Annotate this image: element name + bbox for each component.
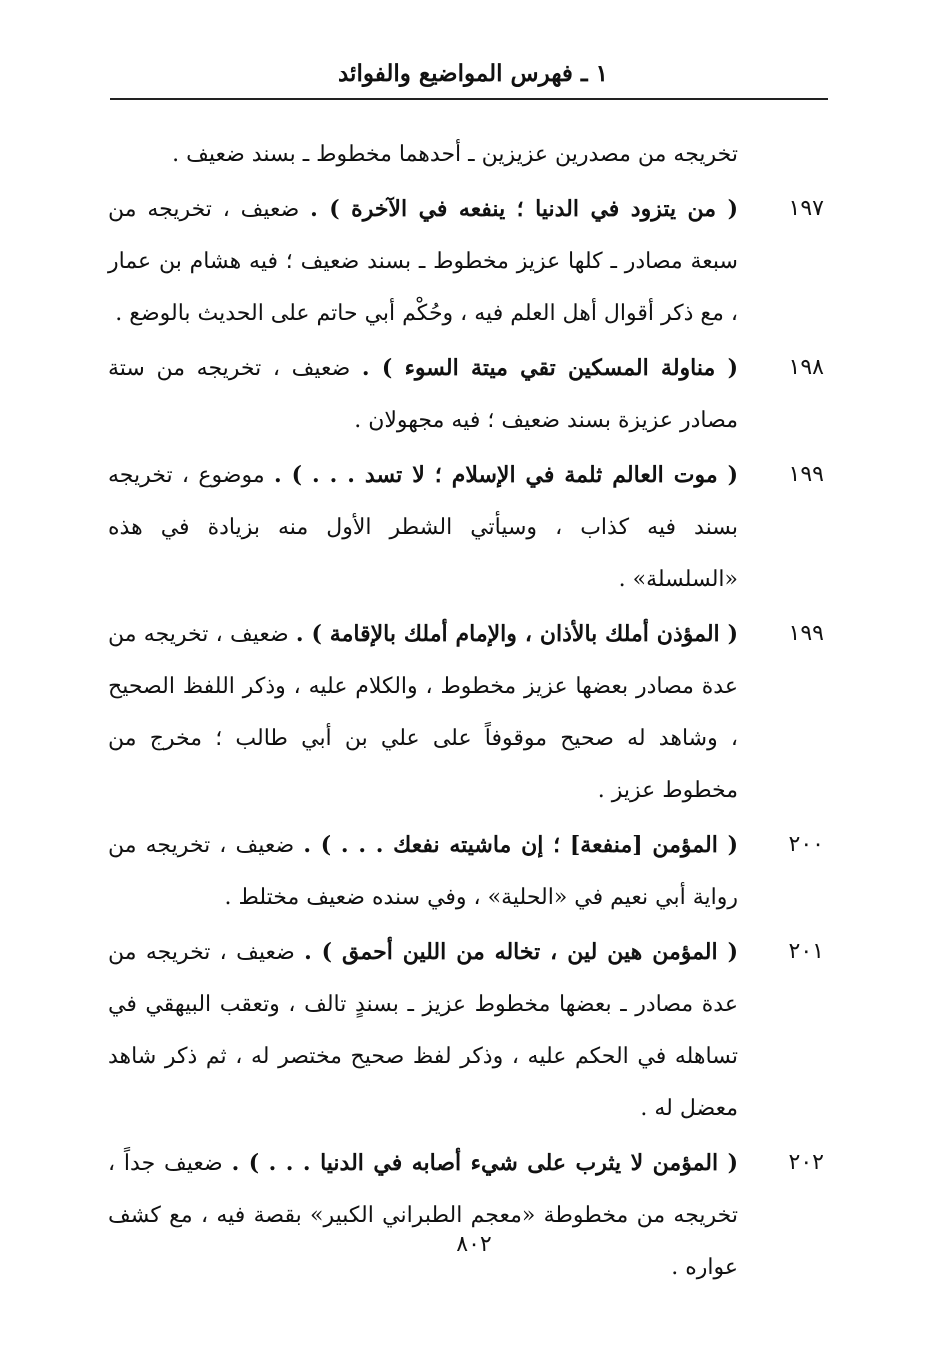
- entry-text-block: [108, 128, 738, 181]
- entry-description: ضعيف ، تخريجه من رواية أبي نعيم في «الحلية» ، وفي سنده ضعيف مختلط .: [108, 833, 738, 910]
- index-entries: [108, 128, 824, 1296]
- entry-description: ضعيف جداً ، تخريجه من مخطوطة «معجم الطبراني الكبير» بقصة فيه ، مع كشف عواره .: [108, 1151, 738, 1280]
- entry-number: ٢٠٢: [788, 1150, 824, 1175]
- page-number: ٨٠٢: [456, 1232, 492, 1257]
- index-entry: [108, 128, 824, 181]
- hadith-title: ( المؤمن لا يثرب على شيء أصابه في الدنيا . . . ) .: [231, 1150, 739, 1176]
- entry-number: ١٩٩: [788, 462, 824, 487]
- entry-number: ١٩٧: [788, 196, 824, 221]
- entry-description: موضوع ، تخريجه بسند فيه كذاب ، وسيأتي الشطر الأول منه بزيادة في هذه «السلسلة» .: [108, 463, 738, 592]
- entry-number: ١٩٨: [788, 355, 824, 380]
- page-header-title: ١ ـ فهرس المواضيع والفوائد: [337, 60, 609, 87]
- entry-text-block: [108, 183, 738, 340]
- hadith-title: ( المؤذن أملك بالأذان ، والإمام أملك بالإقامة ) .: [295, 621, 738, 647]
- hadith-title: ( من يتزود في الدنيا ؛ ينفعه في الآخرة ) .: [310, 196, 738, 222]
- header-divider: [110, 98, 828, 100]
- index-entry: [108, 449, 824, 606]
- entry-number: ٢٠٠: [788, 832, 824, 857]
- entry-text-block: [108, 342, 738, 447]
- entry-text-block: [108, 1137, 738, 1294]
- entry-description: ضعيف ، تخريجه من عدة مصادر بعضها عزيز مخطوط ، والكلام عليه ، وذكر اللفظ الصحيح ، وشاهد له صحيح موقوفاً على علي بن أبي طالب ؛ مخرج من مخطوط عزيز .: [108, 622, 738, 803]
- hadith-title: ( موت العالم ثلمة في الإسلام ؛ لا تسد . . . ) .: [273, 462, 739, 488]
- entry-description: ضعيف ، تخريجه من عدة مصادر ـ بعضها مخطوط عزيز ـ بسندٍ تالف ، وتعقب البيهقي في تساهله في الحكم عليه ، وذكر لفظ صحيح مختصر له ، ثم ذكر شاهد معضل له .: [108, 940, 738, 1121]
- entry-description: تخريجه من مصدرين عزيزين ـ أحدهما مخطوط ـ بسند ضعيف .: [172, 142, 738, 167]
- index-entry: [108, 608, 824, 817]
- entry-text-block: [108, 608, 738, 817]
- entry-description: ضعيف ، تخريجه من ستة مصادر عزيزة بسند ضعيف ؛ فيه مجهولان .: [108, 356, 738, 433]
- hadith-title: ( المؤمن هين لين ، تخاله من اللين أحمق ) .: [304, 939, 738, 965]
- index-entry: [108, 1137, 824, 1294]
- index-entry: [108, 183, 824, 340]
- entry-number: ٢٠١: [788, 939, 824, 964]
- entry-description: ضعيف ، تخريجه من سبعة مصادر ـ كلها عزيز مخطوط ـ بسند ضعيف ؛ فيه هشام بن عمار ، مع ذكر أقوال أهل العلم فيه ، وحُكْم أبي حاتم على الحديث بالوضع .: [108, 197, 738, 326]
- index-entry: [108, 342, 824, 447]
- index-entry: [108, 926, 824, 1135]
- hadith-title: ( المؤمن [منفعة] ؛ إن ماشيته نفعك . . . ) .: [303, 832, 738, 858]
- entry-number: ١٩٩: [788, 621, 824, 646]
- hadith-title: ( مناولة المسكين تقي ميتة السوء ) .: [361, 355, 738, 381]
- entry-text-block: [108, 926, 738, 1135]
- entry-text-block: [108, 819, 738, 924]
- index-entry: [108, 819, 824, 924]
- entry-text-block: [108, 449, 738, 606]
